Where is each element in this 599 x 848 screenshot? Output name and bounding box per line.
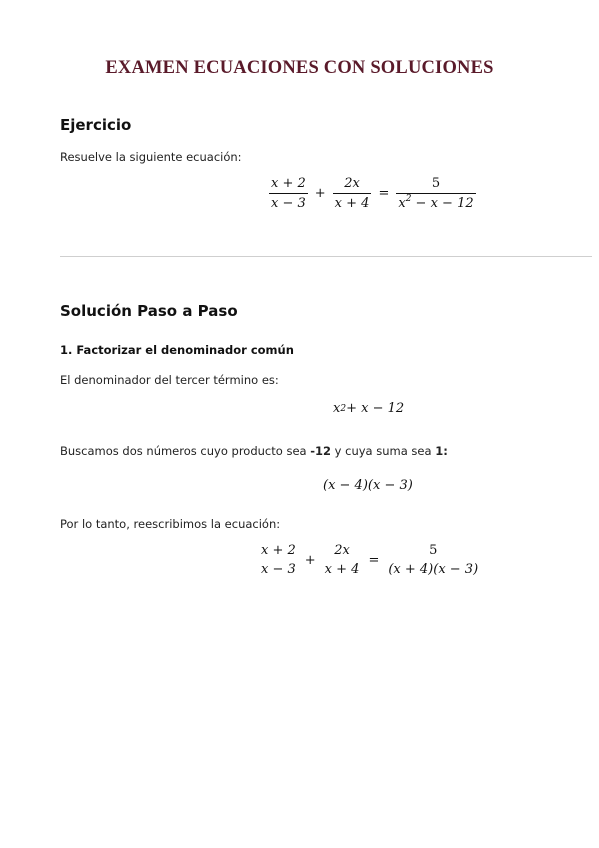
step-1-heading: 1. Factorizar el denominador común (60, 343, 294, 357)
rewritten-fraction-2-numerator: 2x (334, 543, 350, 558)
plus-sign: + (314, 186, 326, 201)
exercise-equation (266, 176, 479, 211)
fraction-1 (269, 176, 308, 211)
fraction-rhs (396, 176, 475, 211)
rhs-denominator-rest: − x − 12 (411, 196, 474, 211)
fraction-2 (333, 176, 372, 211)
rewritten-equation (256, 543, 483, 577)
exercise-prompt: Resuelve la siguiente ecuación: (60, 150, 242, 164)
rhs-denominator-base: x (398, 196, 406, 211)
search-text-part-1: Buscamos dos números cuyo producto sea (60, 444, 311, 458)
rewrite-text: Por lo tanto, reescribimos la ecuación: (60, 517, 281, 531)
denominator-rest: + x − 12 (346, 401, 405, 416)
rewritten-fraction-2-denominator: x + 4 (324, 562, 360, 577)
exercise-heading: Ejercicio (60, 116, 132, 134)
search-sum: 1: (435, 444, 448, 458)
rewritten-equals-sign: = (368, 552, 380, 568)
solution-heading: Solución Paso a Paso (60, 302, 238, 320)
rewritten-fraction-1 (259, 543, 298, 577)
fraction-rhs-numerator: 5 (431, 176, 441, 191)
rewritten-fraction-rhs-numerator: 5 (429, 543, 438, 558)
section-divider (60, 256, 592, 257)
fraction-1-denominator: x − 3 (269, 193, 308, 211)
factored-expression: (x − 4)(x − 3) (323, 478, 413, 493)
step-1-text: El denominador del tercer término es: (60, 373, 279, 387)
rewritten-fraction-1-denominator: x − 3 (261, 562, 296, 577)
fraction-1-numerator: x + 2 (271, 176, 306, 191)
equals-sign: = (378, 186, 390, 201)
denominator-base: x (333, 401, 341, 416)
rhs-denominator-exponent: 2 (405, 194, 412, 204)
fraction-2-numerator: 2x (344, 176, 360, 191)
rewritten-fraction-rhs (386, 543, 480, 577)
rewritten-fraction-rhs-denominator: (x + 4)(x − 3) (388, 562, 479, 577)
search-product: -12 (310, 444, 332, 458)
rewritten-fraction-1-numerator: x + 2 (261, 543, 296, 558)
page-title: EXAMEN ECUACIONES CON SOLUCIONES (105, 58, 494, 78)
fraction-2-denominator: x + 4 (333, 193, 372, 211)
fraction-rhs-denominator (396, 193, 475, 211)
rewritten-plus-sign: + (304, 552, 316, 568)
search-text (60, 444, 448, 458)
rewritten-fraction-2 (323, 543, 362, 577)
denominator-expression: x 2 + x − 12 (333, 401, 405, 416)
search-text-part-2: y cuya suma sea (331, 444, 436, 458)
